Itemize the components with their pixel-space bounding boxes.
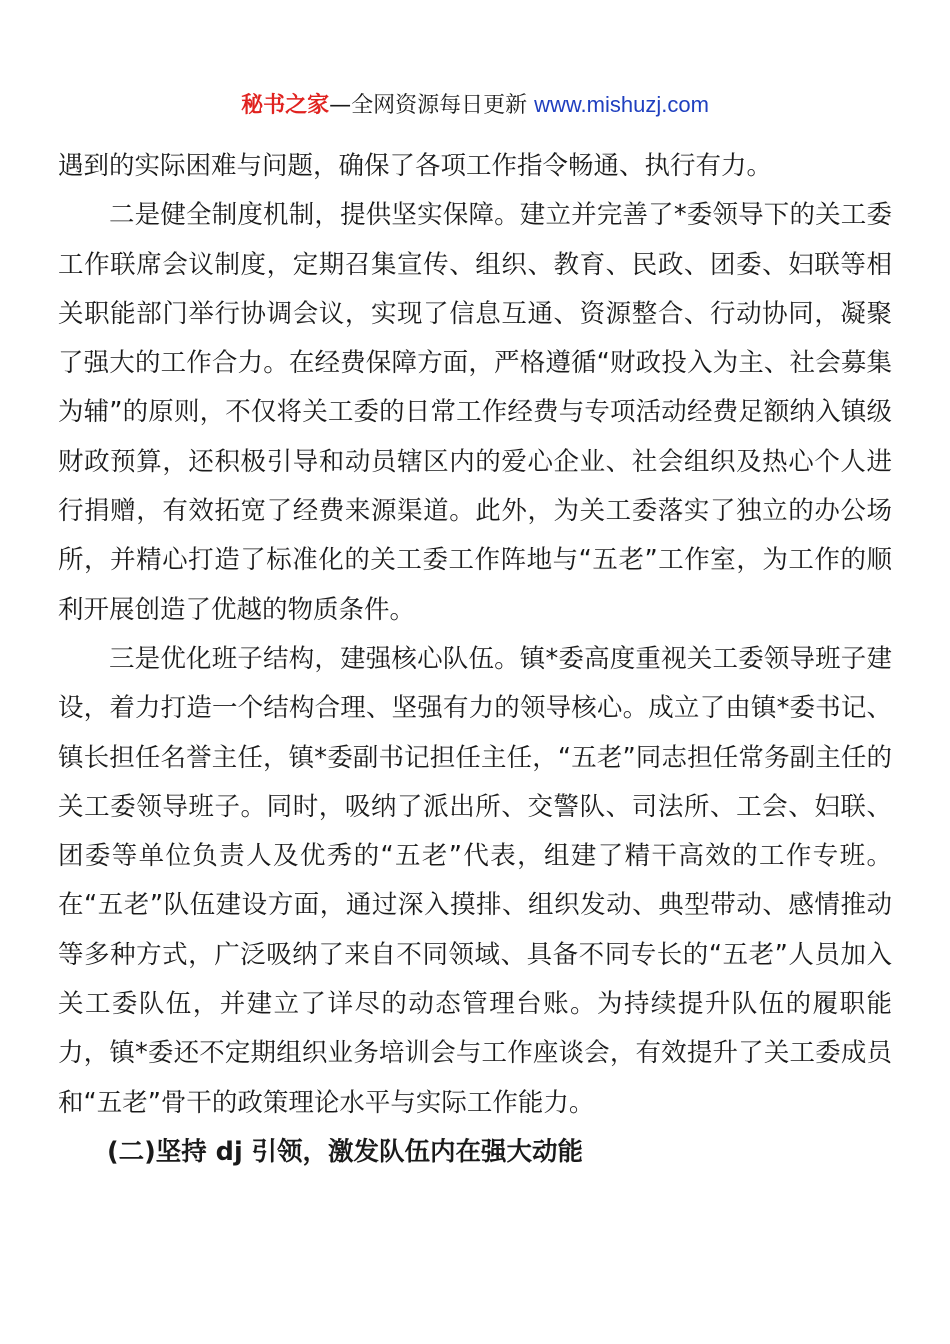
header-brand: 秘书之家	[241, 93, 330, 118]
header-url[interactable]: www.mishuzj.com	[534, 92, 709, 117]
paragraph-continuation: 遇到的实际困难与问题，确保了各项工作指令畅通、执行有力。	[58, 151, 773, 181]
paragraph-team-structure: 三是优化班子结构，建强核心队伍。镇*委高度重视关工委领导班子建设，着力打造一个结构合理、坚强有力的领导核心。成立了由镇*委书记、镇长担任名誉主任，镇*委副书记担任主任，“五老”同志担任常务副主任的关工委领导班子。同时，吸纳了派出所、交警队、司法所、工会、妇联、团委等单位负责人及优秀的“五老”代表，组建了精干高效的工作专班。在“五老”队伍建设方面，通过深入摸排、组织发动、典型带动、感情推动等多种方式，广泛吸纳了来自不同领域、具备不同专长的“五老”人员加入关工委队伍，并建立了详尽的动态管理台账。为持续提升队伍的履职能力，镇*委还不定期组织业务培训会与工作座谈会，有效提升了关工委成员和“五老”骨干的政策理论水平与实际工作能力。	[58, 643, 892, 1118]
section-subheading: (二)坚持 dj 引领，激发队伍内在强大动能	[107, 1136, 584, 1167]
page-header	[0, 88, 950, 123]
header-slogan: —全网资源每日更新	[329, 93, 535, 118]
body-text	[58, 142, 892, 1177]
paragraph-institution-mechanism: 二是健全制度机制，提供坚实保障。建立并完善了*委领导下的关工委工作联席会议制度，定期召集宣传、组织、教育、民政、团委、妇联等相关职能部门举行协调会议，实现了信息互通、资源整合、行动协同，凝聚了强大的工作合力。在经费保障方面，严格遵循“财政投入为主、社会募集为辅”的原则，不仅将关工委的日常工作经费与专项活动经费足额纳入镇级财政预算，还积极引导和动员辖区内的爱心企业、社会组织及热心个人进行捐赠，有效拓宽了经费来源渠道。此外，为关工委落实了独立的办公场所，并精心打造了标准化的关工委工作阵地与“五老”工作室，为工作的顺利开展创造了优越的物质条件。	[58, 200, 892, 625]
